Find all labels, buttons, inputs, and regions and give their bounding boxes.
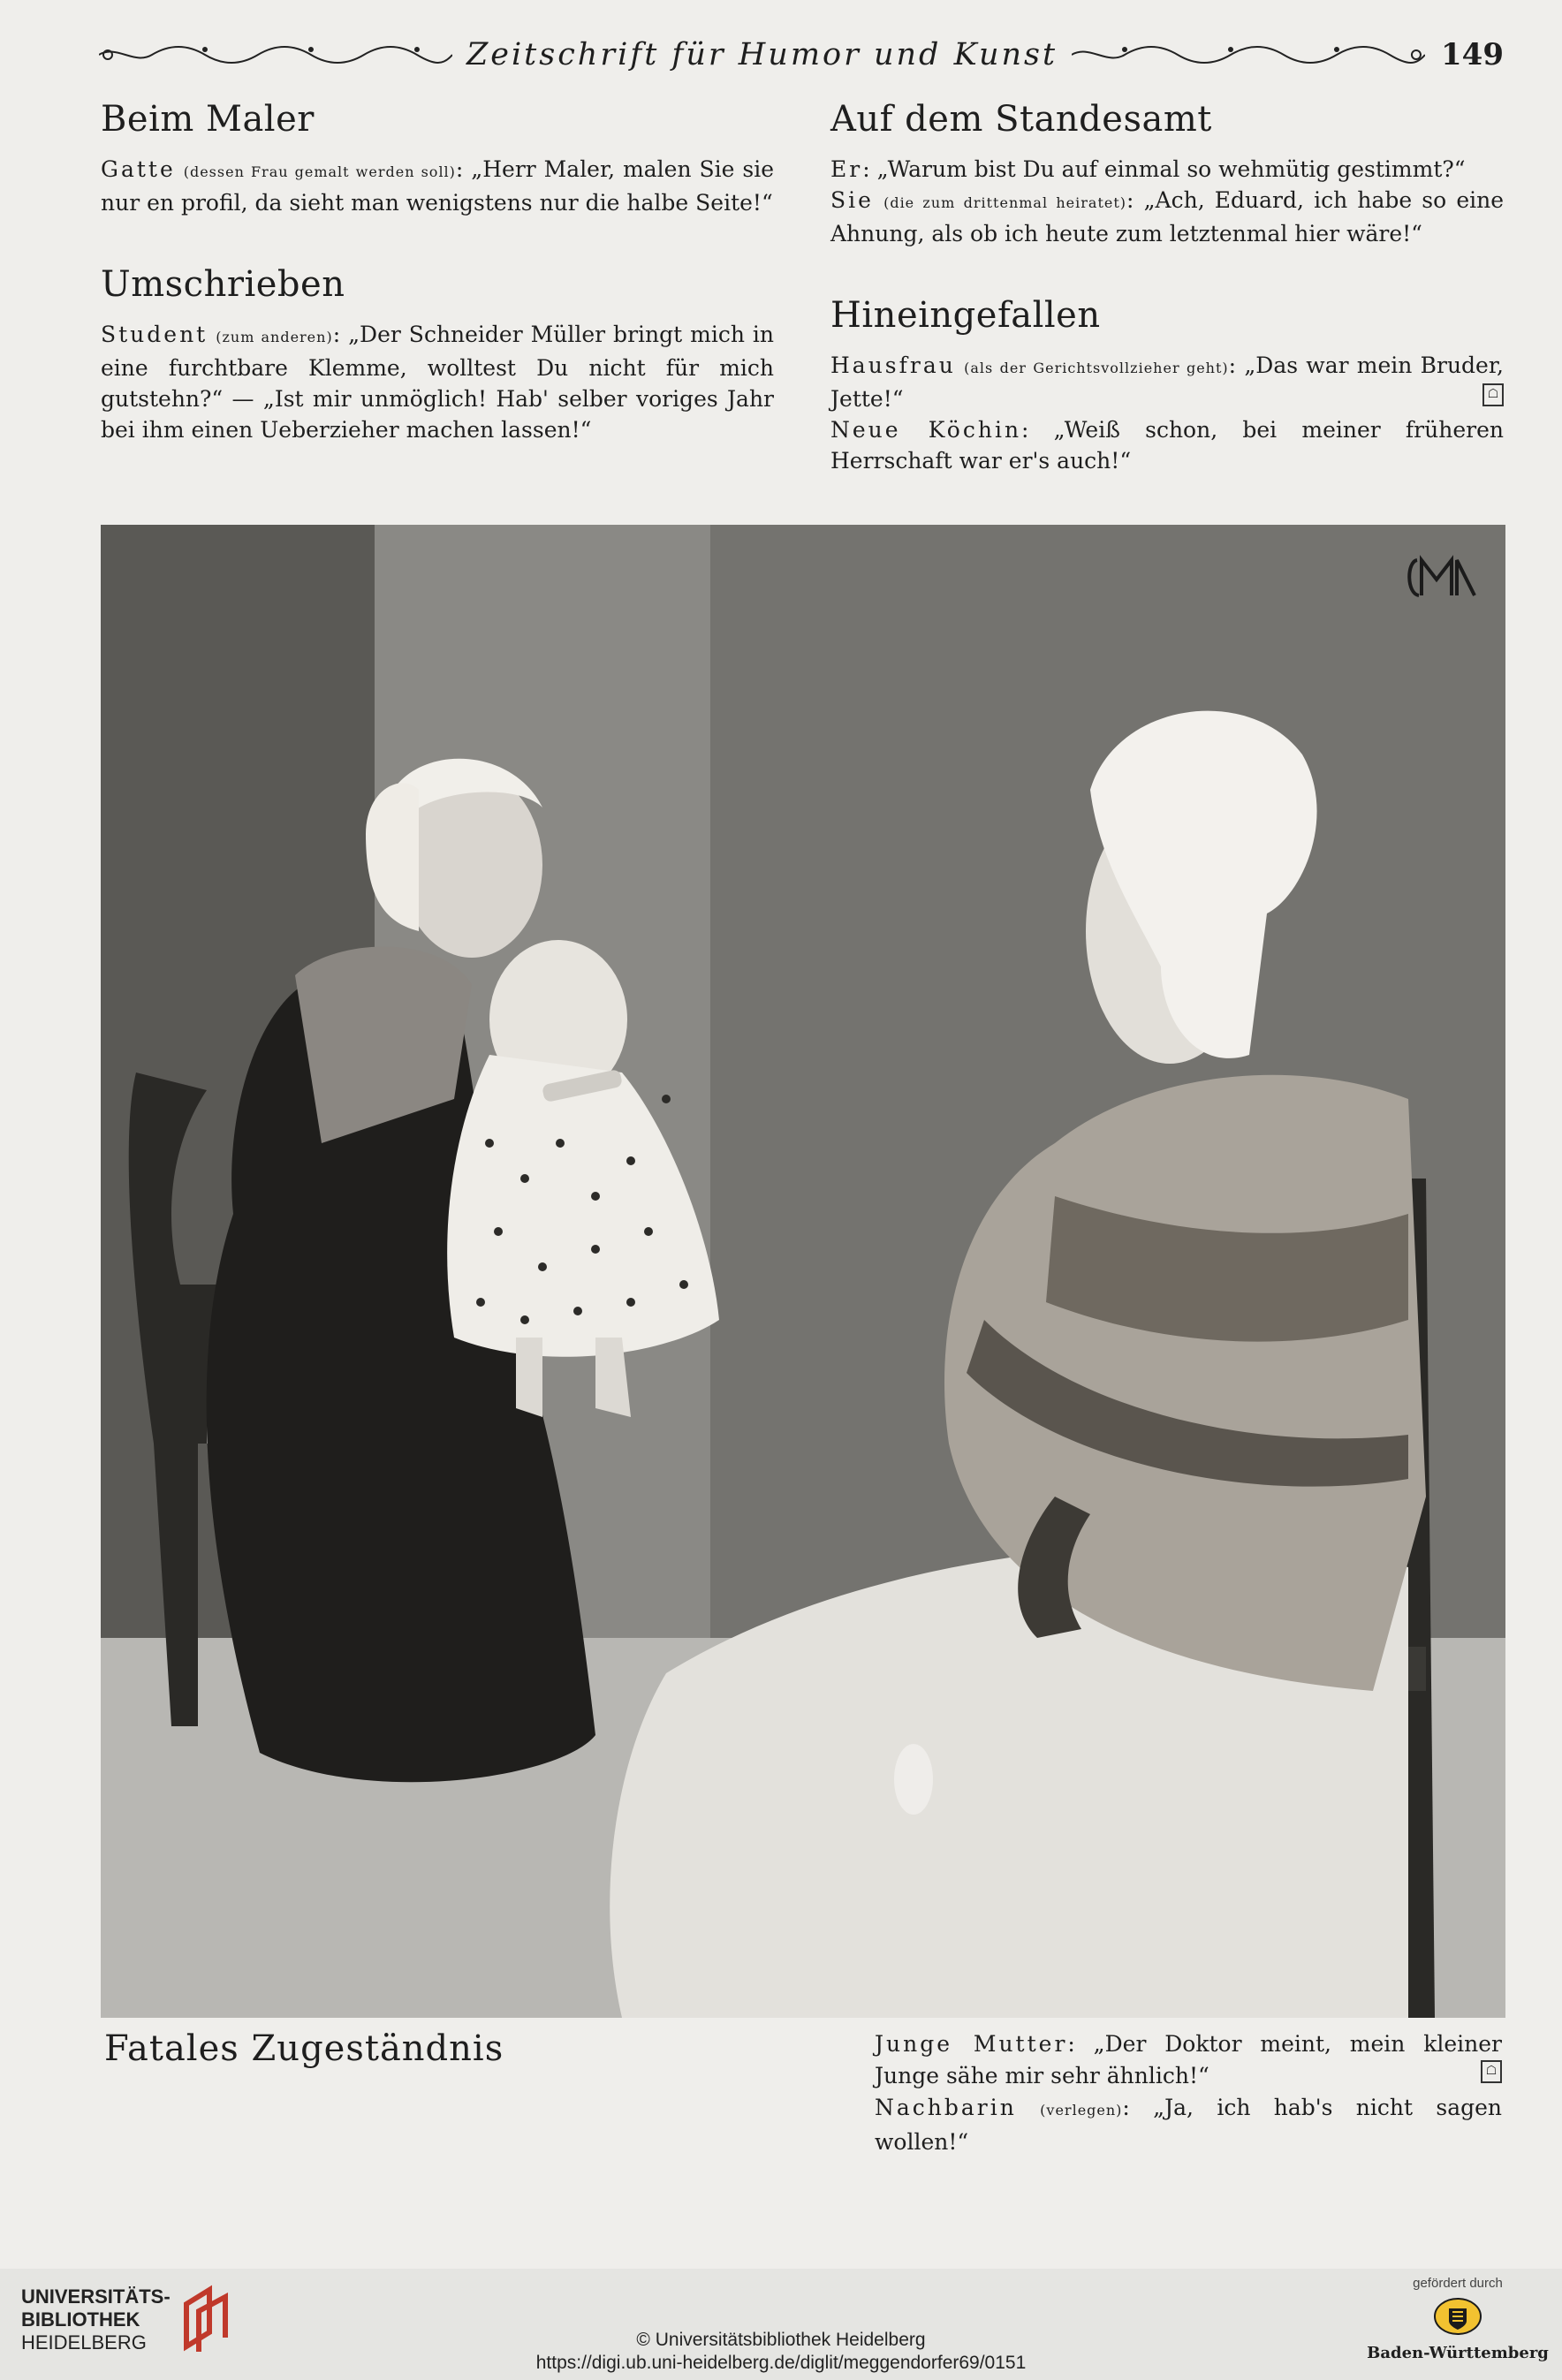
joke-text (830, 154, 1504, 249)
journal-title: Zeitschrift für Humor und Kunst (466, 37, 1058, 72)
caption-text (875, 2028, 1502, 2158)
joke-text (830, 350, 1504, 476)
speaker: Sie (830, 187, 874, 213)
permalink[interactable]: https://digi.ub.uni-heidelberg.de/diglit/meggendorfer69/0151 (535, 2353, 1027, 2373)
dialogue: : „Weiß schon, bei meiner früheren Herrschaft war er's auch!“ (830, 417, 1504, 474)
caption-line (875, 2092, 1502, 2158)
sponsor-block (1365, 2276, 1551, 2362)
caption-line (875, 2028, 1502, 2092)
library-name-line: HEIDELBERG (21, 2331, 147, 2353)
sponsor-name: Baden-Württemberg (1367, 2344, 1549, 2362)
joke-title: Beim Maler (101, 99, 315, 140)
page-number: 149 (1441, 37, 1504, 72)
dialogue: : „Warum bist Du auf einmal so wehmütig gestimmt?“ (862, 156, 1466, 182)
speaker: Hausfrau (830, 352, 956, 378)
library-name-line: UNIVERSITÄTS- (21, 2285, 171, 2308)
stage-direction: (verlegen) (1040, 2102, 1123, 2119)
ornament-mark-icon: ☖ (1481, 2060, 1502, 2083)
page-header (99, 34, 1504, 76)
joke-title: Umschrieben (101, 264, 345, 305)
speaker: Junge Mutter (875, 2031, 1068, 2057)
joke-text (101, 154, 774, 218)
illustration-artwork (101, 525, 1505, 2018)
joke-umschrieben (101, 264, 774, 445)
viewer-footer (0, 2269, 1562, 2380)
speaker: Er (830, 156, 863, 182)
joke-title: Auf dem Standesamt (830, 99, 1212, 140)
speaker: Nachbarin (875, 2095, 1017, 2120)
speaker: Neue Köchin (830, 417, 1022, 443)
stage-direction: (dessen Frau gemalt werden soll) (183, 163, 456, 180)
illustration (101, 525, 1505, 2018)
dialogue: : „Das war mein Bruder, Jette!“ (830, 352, 1505, 412)
left-column (101, 99, 774, 491)
joke-beim-maler (101, 99, 774, 218)
library-name-line: BIBLIOTHEK (21, 2308, 140, 2331)
speaker: Student (101, 322, 209, 347)
caption-title: Fatales Zugeständnis (104, 2028, 504, 2069)
copyright-block (0, 2329, 1562, 2375)
copyright-text: © Universitätsbibliothek Heidelberg (636, 2330, 926, 2350)
dialogue: : „Der Schneider Müller bringt mich in eine furchtbare Klemme, wolltest Du nicht für mich gutstehn?“ — „Ist mir unmöglich! Hab' selber voriges Jahr bei ihm einen Ueberzieher machen lassen!“ (101, 322, 775, 443)
header-ornament-left (99, 42, 452, 67)
dialogue: : „Ach, Eduard, ich habe so eine Ahnung, als ob ich heute zum letztenmal hier wäre!“ (830, 187, 1505, 246)
stage-direction: (die zum drittenmal heiratet) (883, 194, 1127, 211)
sponsor-label: gefördert durch (1413, 2276, 1503, 2291)
dialogue: : „Ja, ich hab's nicht sagen wollen!“ (875, 2095, 1502, 2155)
joke-hineingefallen (830, 295, 1504, 476)
speaker: Gatte (101, 156, 176, 182)
stage-direction: (zum anderen) (216, 329, 333, 345)
joke-title: Hineingefallen (830, 295, 1101, 336)
stage-direction: (als der Gerichtsvollzieher geht) (964, 360, 1229, 376)
header-ornament-right (1072, 42, 1425, 67)
state-coat-of-arms-icon (1433, 2296, 1482, 2337)
joke-auf-dem-standesamt (830, 99, 1504, 249)
dialogue: : „Herr Maler, malen Sie sie nur en profil, da sieht man wenigstens nur die halbe Seite!“ (101, 156, 775, 216)
joke-text (101, 319, 774, 445)
dialogue: : „Der Doktor meint, mein kleiner Junge sähe mir sehr ähnlich!“ (875, 2031, 1502, 2088)
right-column (830, 99, 1504, 522)
ornament-mark-icon: ☖ (1482, 383, 1504, 406)
